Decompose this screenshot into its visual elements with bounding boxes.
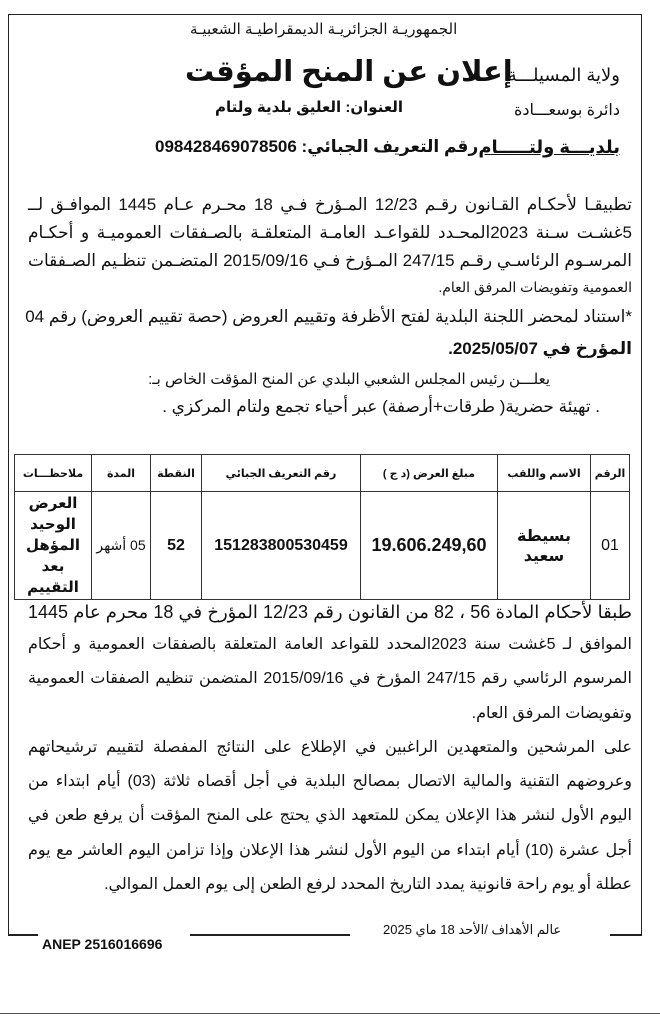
body-line: على المرشحين والمتعهدين الراغبين في الإطلاع على النتائج المفصلة لتقييم ترشيحاتهم — [28, 739, 632, 756]
cell-duration: 05 أشهر — [92, 492, 151, 600]
body-line: طبقا لأحكام المادة 56 ، 82 من القانون رقم 12/23 المؤرخ في 18 محرم عام 1445 — [28, 602, 632, 622]
body-line: أجل عشرة (10) أيام ابتداء من اليوم الأول لنشر هذا الإعلان وإذا تزامن اليوم العاشر مع يوم — [28, 842, 633, 859]
footer-rule — [190, 934, 350, 936]
col-header: ملاحظـــات — [15, 455, 92, 492]
body-line: الموافق لـ 5غشت سنة 2023المحدد للقواعد العامة المتعلقة بالصفقات العمومية و أحكام — [28, 636, 633, 653]
cell-number: 01 — [591, 492, 630, 600]
address: العنوان: العليق بلدية ولتام — [215, 99, 404, 116]
cell-amount: 19.606.249,60 — [361, 492, 498, 600]
body-line: المرسوم الرئاسي رقم 247/15 المؤرخ في 2015/09/16 المتضمن تنظيم الصفقات العمومية — [28, 670, 632, 687]
republic-heading: الجمهوريـة الجزائريـة الديمقراطيـة الشعبيـة — [190, 21, 458, 38]
table-row — [15, 492, 630, 600]
cell-notes: العرض الوحيد المؤهل بعد التقييم — [15, 492, 92, 600]
col-header: الاسم واللقب — [498, 455, 591, 492]
intro-line: المؤرخ في 2025/05/07. — [448, 339, 632, 358]
intro-line: تطبيقـا لأحكـام القـانون رقـم 12/23 المـؤرخ فـي 18 محـرم عـام 1445 الموافـق لــ — [28, 195, 633, 214]
page-bottom-rule — [0, 1013, 660, 1014]
table-header-row — [15, 455, 630, 492]
col-header: المدة — [92, 455, 151, 492]
commune: بلديـــة ولتـــــام — [478, 137, 620, 157]
body-line: وتفويضات المرفق العام. — [471, 705, 632, 722]
intro-line: . تهيئة حضرية( طرقات+أرصفة) عبر أحياء تجمع ولتام المركزي . — [162, 397, 600, 416]
col-header: الرقم — [591, 455, 630, 492]
footer-rule — [8, 934, 38, 936]
intro-line: المرسـوم الرئاسـي رقـم 247/15 المـؤرخ فـي 2015/09/16 المتضـمن تنظـيم الصـفقات — [28, 251, 632, 270]
body-line: اليوم الأول لنشر هذا الإعلان يمكن للمتعهد الذي يحتج على المنح المؤقت أن يرفع طعن في — [28, 807, 632, 824]
col-header: النقطة — [151, 455, 202, 492]
cell-score: 52 — [151, 492, 202, 600]
col-header: مبلغ العرض (د ج ) — [361, 455, 498, 492]
wilaya: ولاية المسيلـــة — [507, 65, 620, 85]
body-line: عطلة أو يوم راحة قانونية يمدد التاريخ المحدد لرفع الطعن إلى يوم العمل الموالي. — [104, 876, 632, 893]
tax-id: رقم التعريف الجبائي: 09842846907850​6 — [155, 137, 479, 156]
cell-name: بسيطة سعيد — [498, 492, 591, 600]
award-table — [14, 454, 630, 600]
intro-line: العمومية وتفويضات المرفق العام. — [438, 279, 632, 295]
publication-info: عالم الأهداف /الأحد 18 ماي 2025 — [383, 922, 562, 937]
intro-line: يعلـــن رئيس المجلس الشعبي البلدي عن المنح المؤقت الخاص بـ: — [148, 371, 550, 388]
body-line: وعروضهم التقنية والمالية الاتصال بمصالح البلدية في أجل أقصاه ثلاثة (03) أيام ابتداء من — [28, 773, 632, 790]
col-header: رقم التعريف الجبائي — [202, 455, 361, 492]
intro-line: *استناد لمحضر اللجنة البلدية لفتح الأظرفة وتقييم العروض (حصة تقييم العروض) رقم 04 — [25, 307, 632, 326]
announcement-title: إعلان عن المنح المؤقت — [185, 56, 513, 88]
cell-tax-id: 151283800530459 — [202, 492, 361, 600]
daira: دائرة بوسعـــادة — [514, 102, 620, 119]
intro-line: 5غشـت سـنة 2023المحـدد للقواعـد العامـة المتعلقـة بالصـفقات العموميـة و أحكـام — [28, 223, 632, 242]
anep-number: ANEP 2516016696 — [42, 936, 163, 952]
footer-rule — [610, 934, 642, 936]
